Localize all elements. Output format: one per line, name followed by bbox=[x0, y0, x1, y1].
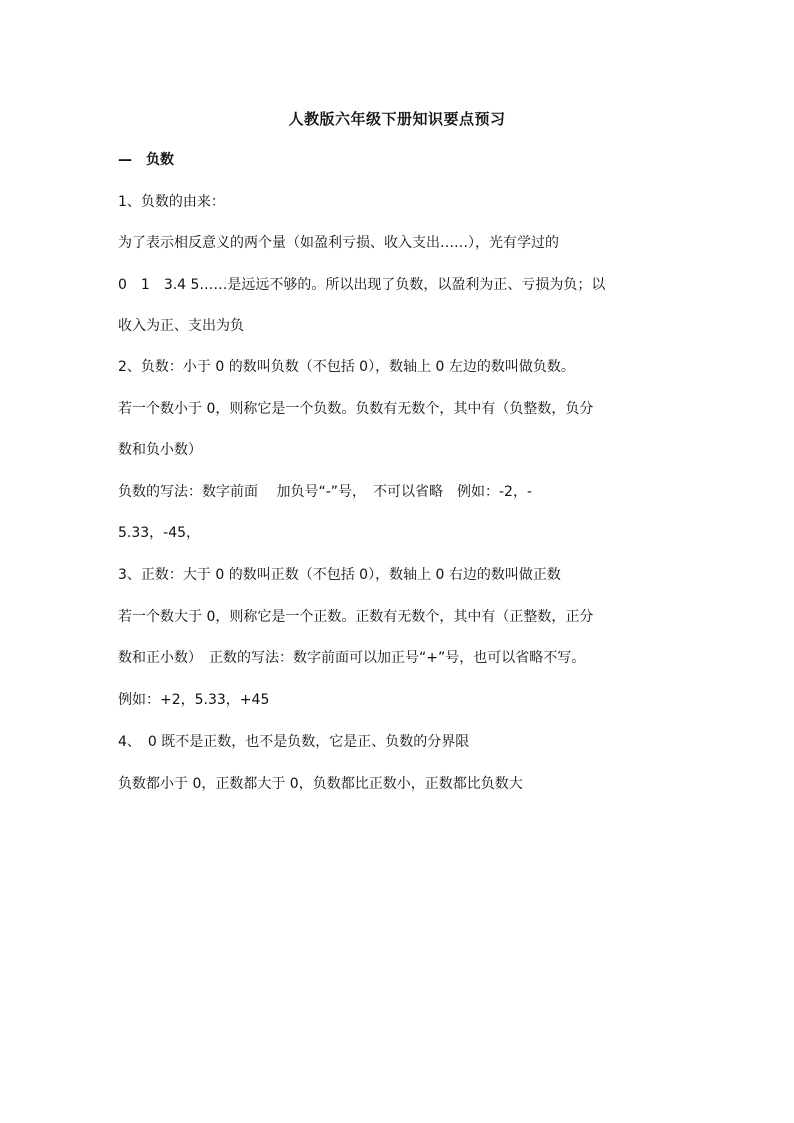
paragraph-line: 若一个数小于 0，则称它是一个负数。负数有无数个，其中有（负整数，负分 bbox=[118, 401, 594, 417]
paragraph-line: 数和正小数） 正数的写法：数字前面可以加正号“+”号，也可以省略不写。 bbox=[118, 650, 586, 666]
paragraph-line: 1、负数的由来： bbox=[118, 194, 225, 210]
paragraph-line: 若一个数大于 0，则称它是一个正数。正数有无数个，其中有（正整数，正分 bbox=[118, 609, 594, 625]
paragraph-line: 例如：+2，5.33，+45 bbox=[118, 692, 270, 708]
paragraph-line: 收入为正、支出为负 bbox=[118, 318, 244, 334]
paragraph-line: 负数都小于 0，正数都大于 0，负数都比正数小，正数都比负数大 bbox=[118, 776, 523, 792]
section-heading: — 负数 bbox=[118, 152, 174, 168]
document-title: 人教版六年级下册知识要点预习 bbox=[288, 110, 506, 128]
paragraph-line: 负数的写法：数字前面 加负号“-”号， 不可以省略 例如：-2，- bbox=[118, 484, 533, 500]
paragraph-line: 为了表示相反意义的两个量（如盈利亏损、收入支出……），光有学过的 bbox=[118, 235, 559, 251]
paragraph-line: 2、负数：小于 0 的数叫负数（不包括 0），数轴上 0 左边的数叫做负数。 bbox=[118, 359, 575, 375]
paragraph-line: 4、 0 既不是正数，也不是负数，它是正、负数的分界限 bbox=[118, 734, 470, 750]
paragraph-line: 数和负小数） bbox=[118, 442, 202, 458]
paragraph-line: 0 1 3.4 5……是远远不够的。所以出现了负数，以盈利为正、亏损为负；以 bbox=[118, 277, 606, 293]
paragraph-line: 3、正数：大于 0 的数叫正数（不包括 0），数轴上 0 右边的数叫做正数 bbox=[118, 567, 561, 583]
paragraph-line: 5.33，-45， bbox=[118, 525, 201, 541]
